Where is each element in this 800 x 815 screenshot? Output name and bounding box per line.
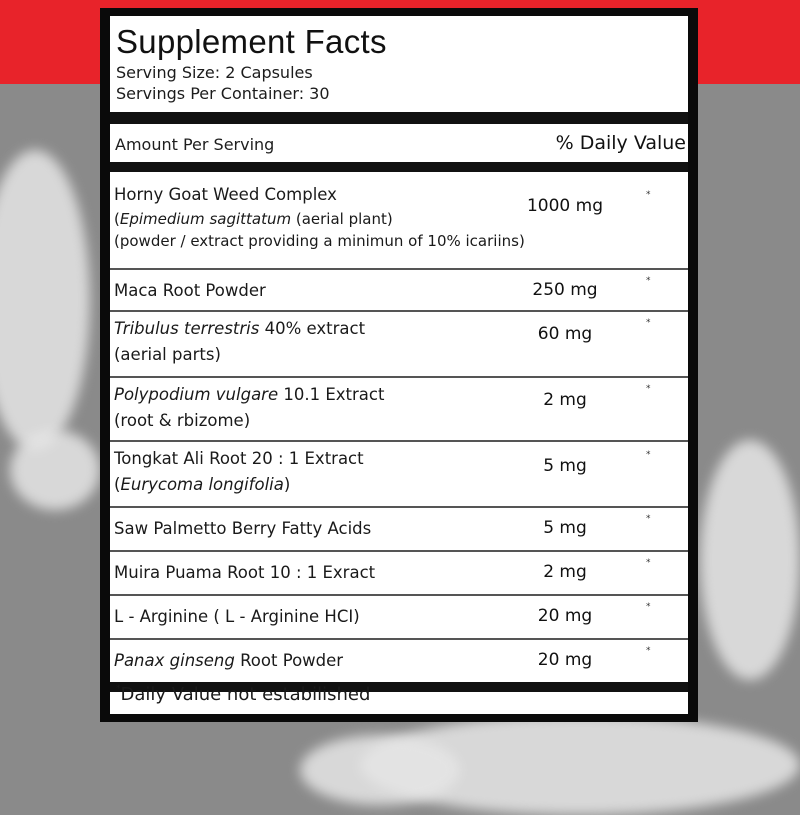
ingredient-detail bbox=[114, 472, 364, 498]
ingredient-latin-name: Eurycoma longifolia bbox=[120, 475, 284, 494]
daily-value-mark: * bbox=[646, 276, 651, 286]
ingredient-row bbox=[110, 270, 688, 310]
ingredient-name: L - Arginine ( L - Arginine HCI) bbox=[114, 607, 360, 626]
daily-value-mark: * bbox=[646, 558, 651, 568]
open-paren: ( bbox=[114, 210, 120, 228]
background-brush-stroke bbox=[300, 735, 460, 805]
daily-value-mark: * bbox=[646, 190, 651, 200]
ingredient-detail: (root & rbizome) bbox=[114, 411, 251, 430]
servings-per-container: Servings Per Container: 30 bbox=[116, 84, 330, 103]
ingredient-row bbox=[110, 552, 688, 594]
ingredient-amount: 1000 mg bbox=[526, 196, 604, 216]
ingredient-amount: 2 mg bbox=[543, 562, 587, 582]
ingredient-name-text: 10.1 Extract bbox=[278, 385, 385, 404]
ingredient-amount: 20 mg bbox=[537, 650, 593, 670]
ingredient-name bbox=[114, 316, 365, 368]
ingredient-row bbox=[110, 596, 688, 638]
ingredient-amount: 5 mg bbox=[543, 518, 587, 538]
amount-per-serving-header: Amount Per Serving bbox=[115, 135, 275, 154]
daily-value-header: % Daily Value bbox=[555, 132, 686, 154]
ingredient-name bbox=[114, 648, 343, 674]
footnote-mark: * bbox=[116, 684, 121, 694]
ingredient-name-text: Root Powder bbox=[234, 651, 344, 670]
background-brush-stroke bbox=[0, 150, 90, 450]
daily-value-mark: * bbox=[646, 514, 651, 524]
ingredient-detail-text: (aerial plant) bbox=[291, 210, 393, 228]
ingredient-name-text: 40% extract bbox=[259, 319, 366, 338]
ingredient-row bbox=[110, 378, 688, 440]
supplement-facts-panel bbox=[100, 8, 698, 722]
open-paren: ( bbox=[114, 475, 121, 494]
ingredient-name bbox=[114, 382, 384, 434]
ingredient-amount: 60 mg bbox=[537, 324, 593, 344]
ingredient-latin-name: Epimedium sagittatum bbox=[119, 210, 292, 228]
ingredient-row bbox=[110, 442, 688, 506]
ingredient-detail: (aerial parts) bbox=[114, 345, 221, 364]
ingredient-name: Saw Palmetto Berry Fatty Acids bbox=[114, 519, 372, 538]
ingredient-amount: 20 mg bbox=[537, 606, 593, 626]
background-brush-stroke bbox=[700, 440, 800, 680]
ingredient-row bbox=[110, 508, 688, 550]
ingredient-amount: 250 mg bbox=[532, 280, 598, 300]
ingredient-name bbox=[114, 182, 525, 252]
daily-value-mark: * bbox=[646, 646, 651, 656]
ingredient-latin-name: Panax ginseng bbox=[114, 651, 235, 670]
thick-divider bbox=[110, 162, 688, 172]
background-brush-stroke bbox=[10, 430, 100, 510]
ingredient-name: Muira Puama Root 10 : 1 Exract bbox=[114, 563, 376, 582]
column-header-row bbox=[110, 124, 688, 164]
footnote-text: Daily Value not estabilished bbox=[120, 684, 371, 705]
ingredient-row bbox=[110, 312, 688, 376]
panel-header bbox=[116, 22, 682, 104]
ingredient-amount: 2 mg bbox=[543, 390, 587, 410]
ingredient-detail: (powder / extract providing a minimun of 10% icariins) bbox=[114, 232, 525, 250]
ingredient-latin-name: Polypodium vulgare bbox=[114, 385, 279, 404]
thick-divider bbox=[110, 112, 688, 124]
footnote bbox=[116, 684, 370, 705]
daily-value-mark: * bbox=[646, 450, 651, 460]
ingredient-row bbox=[110, 174, 688, 268]
ingredient-latin-name: Tribulus terrestris bbox=[114, 319, 260, 338]
ingredient-name: Maca Root Powder bbox=[114, 281, 266, 300]
panel-title: Supplement Facts bbox=[116, 23, 387, 60]
footnote-row bbox=[110, 684, 688, 714]
supplement-facts-content bbox=[110, 16, 688, 714]
ingredient-detail bbox=[114, 208, 525, 230]
ingredient-name-text: Tongkat Ali Root 20 : 1 Extract bbox=[114, 449, 364, 468]
daily-value-mark: * bbox=[646, 318, 651, 328]
ingredient-row bbox=[110, 640, 688, 682]
ingredient-name-text: Horny Goat Weed Complex bbox=[114, 185, 337, 204]
ingredient-name bbox=[114, 446, 364, 498]
serving-size: Serving Size: 2 Capsules bbox=[116, 63, 313, 82]
close-paren: ) bbox=[283, 475, 291, 494]
ingredient-amount: 5 mg bbox=[543, 456, 587, 476]
daily-value-mark: * bbox=[646, 602, 651, 612]
daily-value-mark: * bbox=[646, 384, 651, 394]
